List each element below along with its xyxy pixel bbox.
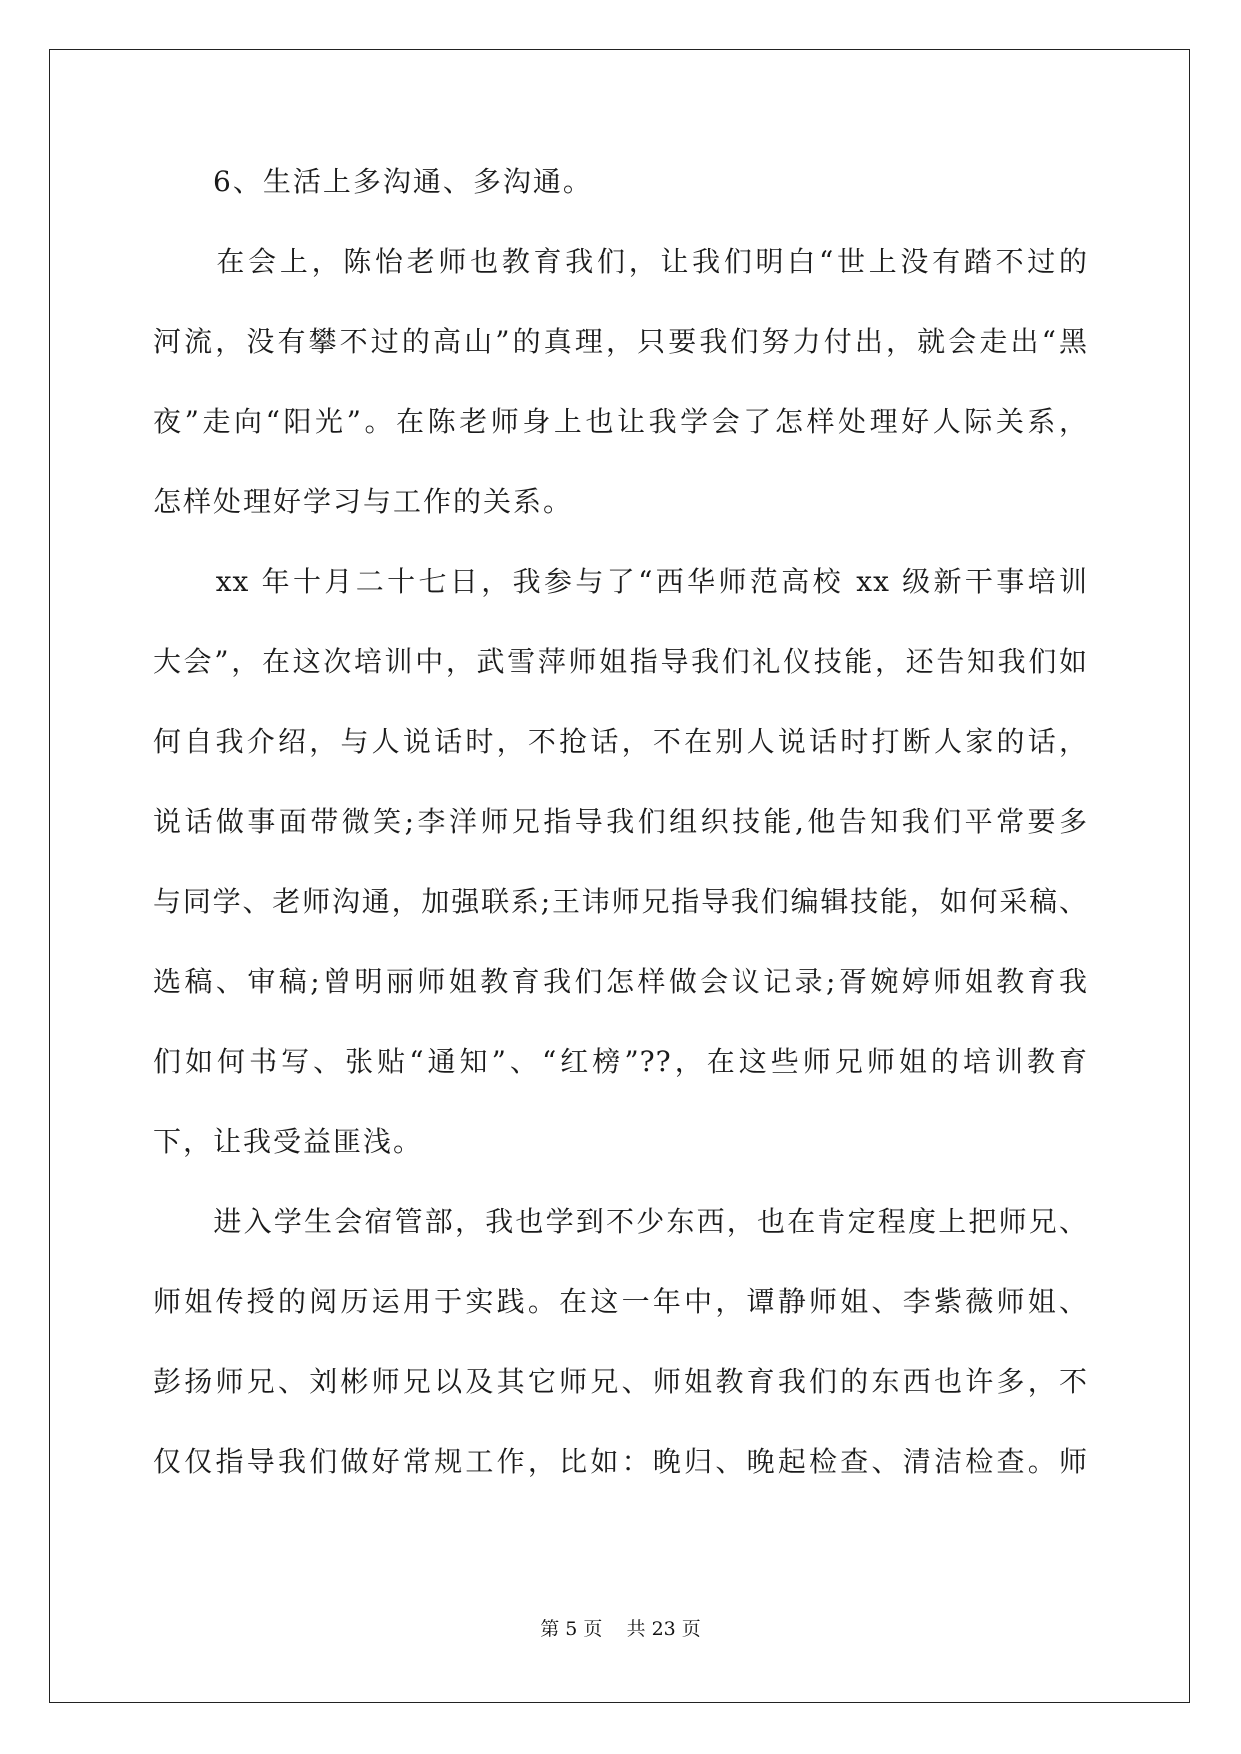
paragraph-line: 怎样处理好学习与工作的关系。 (153, 485, 574, 518)
paragraph-line: 选稿、审稿;曾明丽师姐教育我们怎样做会议记录;胥婉婷师姐教育我 (153, 965, 1088, 998)
page-total: 共 23 页 (626, 1618, 701, 1640)
document-body (153, 160, 1088, 1520)
paragraph-line: 夜”走向“阳光”。在陈老师身上也让我学会了怎样处理好人际关系， (153, 405, 1088, 438)
paragraph-line: 师姐传授的阅历运用于实践。在这一年中，谭静师姐、李紫薇师姐、 (153, 1285, 1088, 1318)
paragraph-line: 进入学生会宿管部，我也学到不少东西，也在肯定程度上把师兄、 (153, 1205, 1088, 1238)
paragraph-line: xx 年十月二十七日，我参与了“西华师范高校 xx 级新干事培训 (153, 565, 1088, 598)
paragraph-line: 们如何书写、张贴“通知”、“红榜”??，在这些师兄师姐的培训教育 (153, 1045, 1088, 1078)
paragraph-line: 仅仅指导我们做好常规工作，比如：晚归、晚起检查、清洁检查。师 (153, 1445, 1088, 1478)
paragraph-line: 河流，没有攀不过的高山”的真理，只要我们努力付出，就会走出“黑 (153, 325, 1088, 358)
page-number: 第 5 页 (540, 1618, 603, 1640)
paragraph-line: 何自我介绍，与人说话时，不抢话，不在别人说话时打断人家的话， (153, 725, 1088, 758)
paragraph-line: 与同学、老师沟通，加强联系;王讳师兄指导我们编辑技能，如何采稿、 (153, 885, 1088, 918)
paragraph-line: 在会上，陈怡老师也教育我们，让我们明白“世上没有踏不过的 (153, 245, 1088, 278)
paragraph-line: 说话做事面带微笑;李洋师兄指导我们组织技能,他告知我们平常要多 (153, 805, 1088, 838)
paragraph-line: 6、生活上多沟通、多沟通。 (153, 165, 593, 198)
paragraph-line: 彭扬师兄、刘彬师兄以及其它师兄、师姐教育我们的东西也许多，不 (153, 1365, 1088, 1398)
page-footer (0, 1616, 1241, 1642)
paragraph-line: 下，让我受益匪浅。 (153, 1125, 424, 1158)
paragraph-line: 大会”，在这次培训中，武雪萍师姐指导我们礼仪技能，还告知我们如 (153, 645, 1088, 678)
footer-gap (602, 1618, 626, 1640)
